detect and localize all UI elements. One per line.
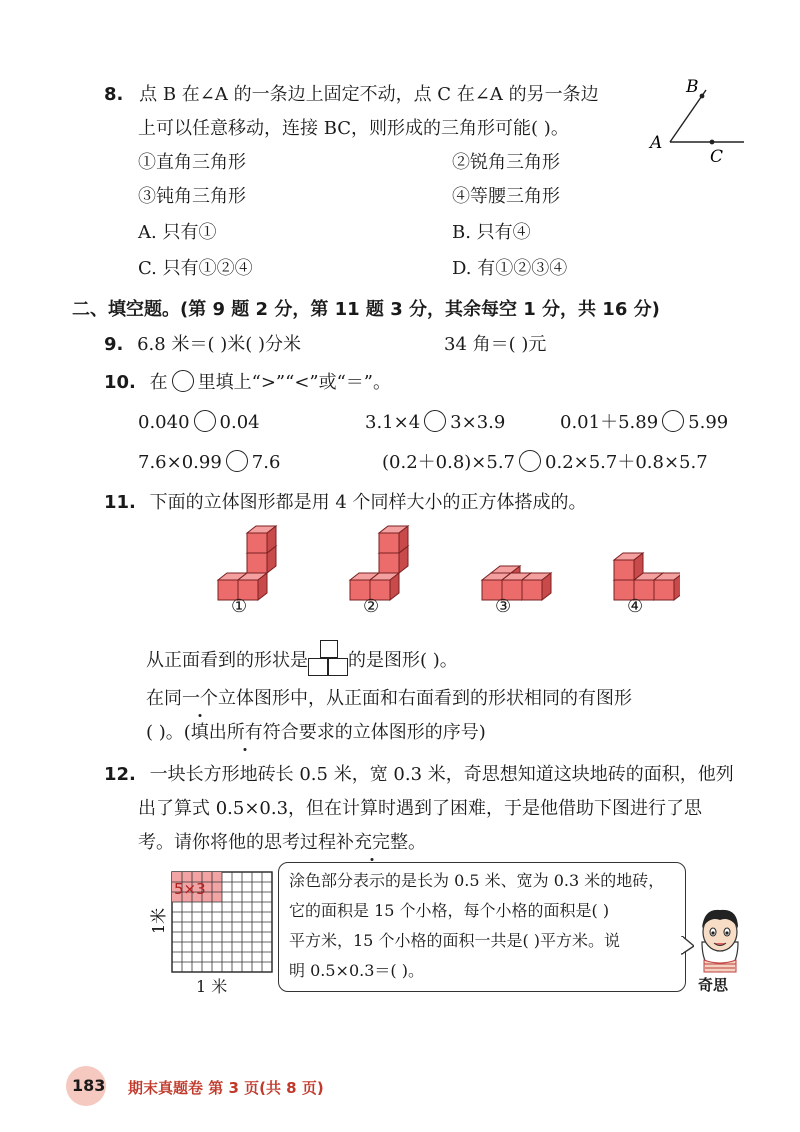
point-c <box>710 140 715 145</box>
character-name: 奇思 <box>698 976 729 994</box>
label-b: B <box>686 77 699 97</box>
q11-prompt: 11. 下面的立体图形都是用 4 个同样大小的正方体搭成的。 <box>104 492 587 513</box>
compare-circle-icon[interactable] <box>226 450 248 472</box>
q10-compare-1: 0.040 0.04 <box>138 412 260 433</box>
q12-line1: 12. 一块长方形地砖长 0.5 米，宽 0.3 米，奇思想知道这块地砖的面积，他列 <box>104 764 734 785</box>
q9-number: 9. <box>104 334 124 355</box>
cube-label-1: ① <box>231 596 248 617</box>
q11-same-view-line2: ( )。(填出所有符合要求的立体图形的序号) <box>146 722 486 743</box>
q8-choice-d: D. 有①②③④ <box>452 258 568 279</box>
grid-label: 5×3 <box>174 880 206 898</box>
q8-choice-b: B. 只有④ <box>452 222 531 243</box>
q10-number: 10. <box>104 372 136 393</box>
compare-circle-icon[interactable] <box>519 450 541 472</box>
label-a: A <box>650 133 663 153</box>
label-c: C <box>710 147 724 166</box>
q11-same-view-line1: 在同一个立体图形中，从正面和右面看到的形状相同的有图形 <box>146 688 632 709</box>
q10-prompt: 10. 在 里填上“>”“<”或“＝”。 <box>104 372 392 393</box>
side-label: 1米 <box>149 907 168 934</box>
q9-line <box>104 332 301 358</box>
footer-text: 期末真题卷 第 3 页(共 8 页) <box>128 1079 324 1097</box>
q10-compare-3: 0.01＋5.89 5.99 <box>560 412 729 433</box>
section-title: 二、填空题。(第 9 题 2 分，第 11 题 3 分，其余每空 1 分，共 16 分) <box>72 299 660 320</box>
cube-label-3: ③ <box>495 596 512 617</box>
character-qisi-icon <box>690 900 750 975</box>
cube-figure-3 <box>482 566 551 600</box>
q12-line2: 出了算式 0.5×0.3，但在计算时遇到了困难，于是他借助下图进行了思 <box>138 798 703 819</box>
cube-figure-2 <box>350 526 408 600</box>
q8-choice-c: C. 只有①②④ <box>138 258 253 279</box>
angle-figure <box>640 76 760 166</box>
q8-option-2: ②锐角三角形 <box>452 152 560 173</box>
q11-number: 11. <box>104 492 136 513</box>
q12-line3: 考。请你将他的思考过程补充完整。 <box>138 832 426 853</box>
q8-option-1: ①直角三角形 <box>138 152 246 173</box>
q9-part2: 34 角＝( )元 <box>444 334 547 355</box>
q8-option-3: ③钝角三角形 <box>138 186 246 207</box>
front-view-shape-icon <box>308 640 348 678</box>
cube-figures <box>200 520 680 620</box>
compare-circle-icon[interactable] <box>662 410 684 432</box>
cube-figure-4 <box>614 553 680 600</box>
q11-front-view-line: 从正面看到的形状是 的是图形( )。 <box>146 640 458 678</box>
q10-compare-4: 7.6×0.99 7.6 <box>138 452 281 473</box>
bubble-line3: 平方米，15 个小格的面积一共是( )平方米。说 <box>289 931 621 950</box>
q8-line2: 上可以任意移动，连接 BC，则形成的三角形可能( )。 <box>138 118 569 139</box>
q10-compare-5: (0.2＋0.8)×5.7 0.2×5.7＋0.8×5.7 <box>382 452 708 473</box>
bubble-line1: 涂色部分表示的是长为 0.5 米、宽为 0.3 米的地砖， <box>289 871 665 890</box>
compare-circle-icon[interactable] <box>424 410 446 432</box>
cube-label-2: ② <box>363 596 380 617</box>
compare-circle-icon[interactable] <box>194 410 216 432</box>
speech-bubble <box>278 862 686 992</box>
q12-number: 12. <box>104 764 136 785</box>
bottom-label: 1 米 <box>196 977 228 996</box>
point-b <box>700 94 705 99</box>
cube-label-4: ④ <box>627 596 644 617</box>
page-number: 183 <box>72 1076 106 1095</box>
q10-compare-2: 3.1×4 3×3.9 <box>365 412 506 433</box>
q8-choice-a: A. 只有① <box>138 222 217 243</box>
bubble-line2: 它的面积是 15 个小格，每个小格的面积是( ) <box>289 901 610 920</box>
compare-circle-icon <box>172 370 194 392</box>
q8-number: 8. <box>104 84 124 105</box>
bubble-line4: 明 0.5×0.3＝( )。 <box>289 961 424 980</box>
q8-line1: 8. 点 B 在∠A 的一条边上固定不动，点 C 在∠A 的另一条边 <box>104 84 599 105</box>
q9-part1: 6.8 米＝( )米( )分米 <box>137 334 301 355</box>
cube-figure-1 <box>218 526 276 600</box>
q8-option-4: ④等腰三角形 <box>452 186 560 207</box>
